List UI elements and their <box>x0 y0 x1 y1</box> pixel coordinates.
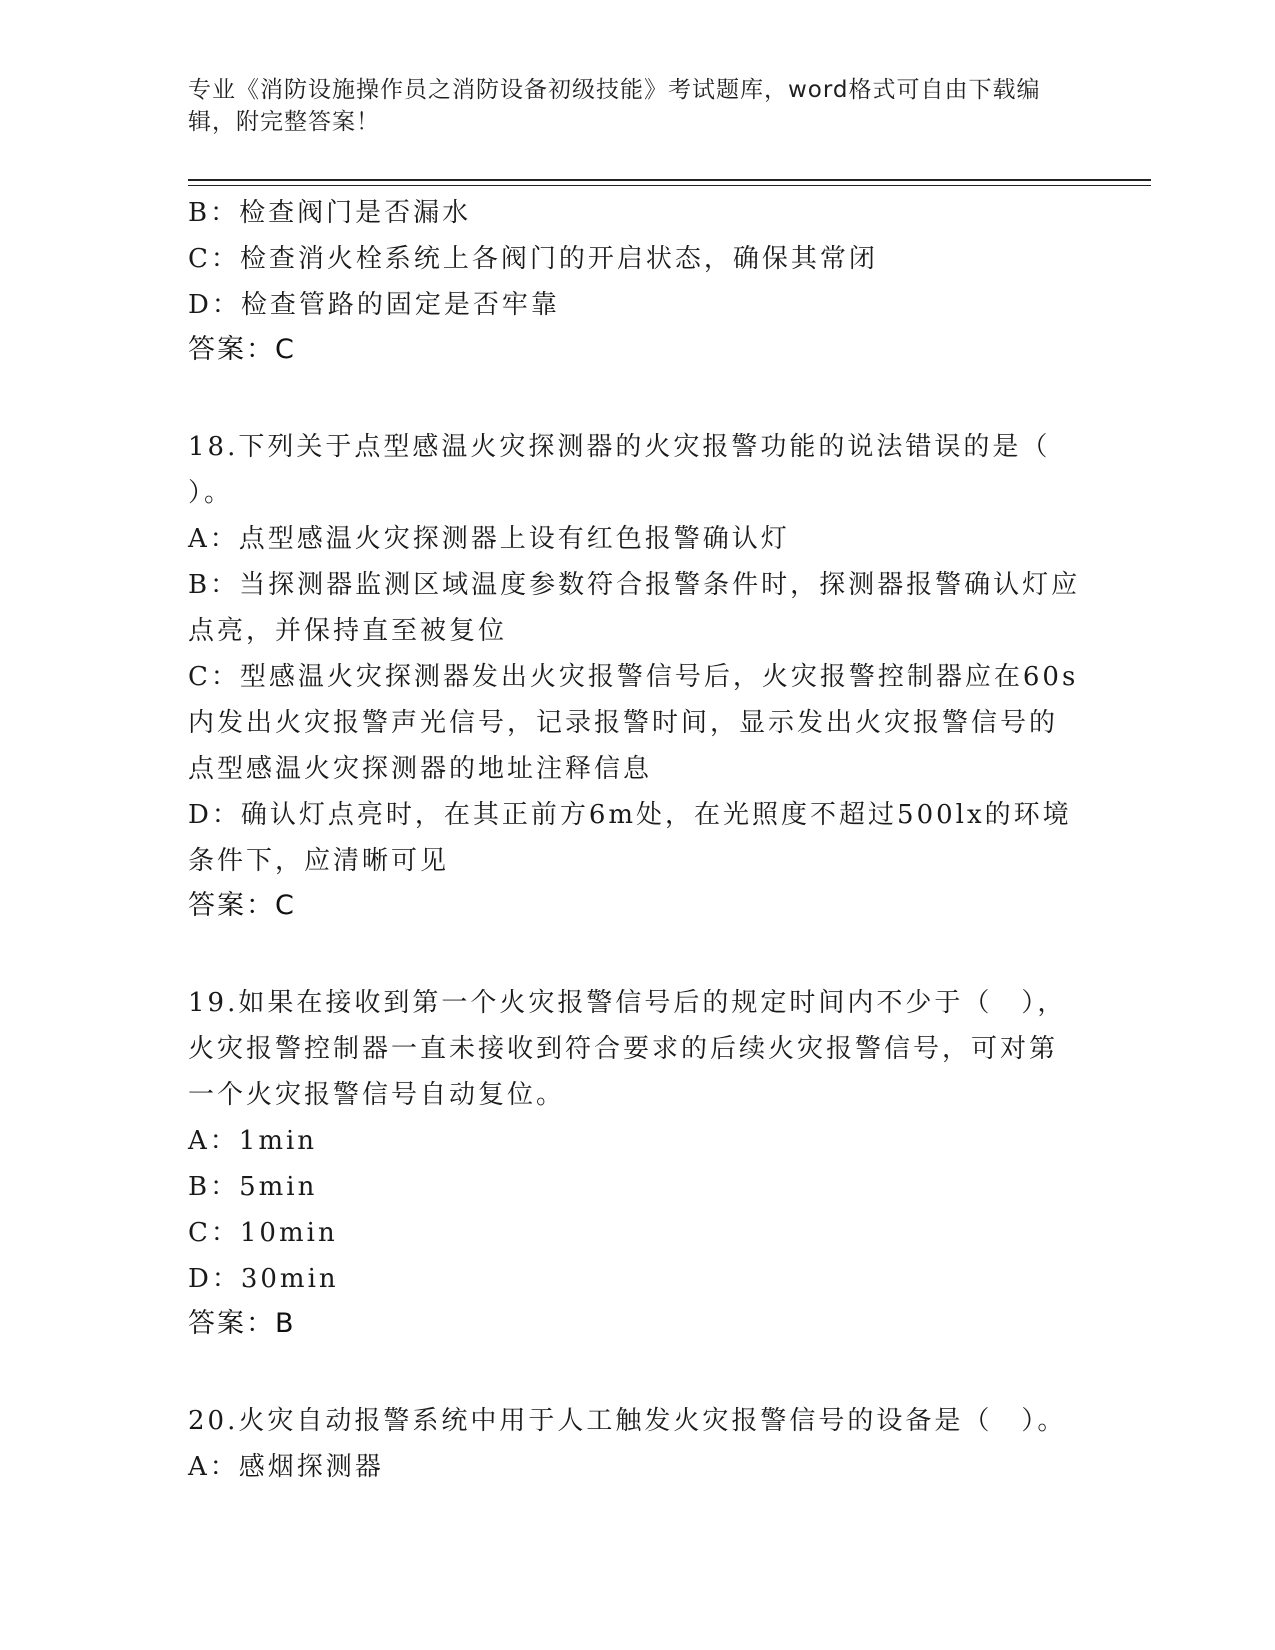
q18-option-c-line-3: 点型感温火灾探测器的地址注释信息 <box>188 754 653 784</box>
q17-option-c: C：检查消火栓系统上各阀门的开启状态，确保其常闭 <box>188 244 878 274</box>
q19-option-d: D：30min <box>188 1264 339 1294</box>
q17-option-d: D：检查管路的固定是否牢靠 <box>188 290 560 320</box>
q18-stem-line-1: 18.下列关于点型感温火灾探测器的火灾报警功能的说法错误的是（ <box>188 432 1051 462</box>
question-17-tail <box>188 190 1088 372</box>
header-line-2: 辑，附完整答案！ <box>188 109 380 135</box>
header-divider-thin <box>188 185 1151 186</box>
q18-option-b-line-2: 点亮，并保持直至被复位 <box>188 616 508 646</box>
q18-answer: 答案：C <box>188 890 296 921</box>
q19-option-a: A：1min <box>188 1126 318 1156</box>
q18-option-c-line-2: 内发出火灾报警声光信号，记录报警时间，显示发出火灾报警信号的 <box>188 708 1059 738</box>
q17-answer: 答案：C <box>188 334 296 365</box>
question-18 <box>188 424 1088 928</box>
q18-option-d-line-1: D：确认灯点亮时，在其正前方6m处，在光照度不超过500lx的环境 <box>188 800 1072 830</box>
header-line-1: 专业《消防设施操作员之消防设备初级技能》考试题库，word格式可自由下载编 <box>188 77 1041 103</box>
question-content <box>188 190 1088 1490</box>
q18-stem-line-2: ）。 <box>188 478 234 508</box>
q20-option-a: A：感烟探测器 <box>188 1452 384 1482</box>
q19-stem-line-2: 火灾报警控制器一直未接收到符合要求的后续火灾报警信号，可对第 <box>188 1034 1059 1064</box>
question-19 <box>188 980 1088 1346</box>
q17-option-b: B：检查阀门是否漏水 <box>188 198 472 228</box>
q19-option-c: C：10min <box>188 1218 338 1248</box>
page-header <box>188 74 1088 138</box>
question-20 <box>188 1398 1088 1490</box>
q19-stem-line-1: 19.如果在接收到第一个火灾报警信号后的规定时间内不少于（ ）， <box>188 988 1067 1018</box>
q18-option-d-line-2: 条件下，应清晰可见 <box>188 846 450 876</box>
q18-option-c-line-1: C：型感温火灾探测器发出火灾报警信号后，火灾报警控制器应在60s <box>188 662 1079 692</box>
q18-option-a: A：点型感温火灾探测器上设有红色报警确认灯 <box>188 524 790 554</box>
q18-option-b-line-1: B：当探测器监测区域温度参数符合报警条件时，探测器报警确认灯应 <box>188 570 1081 600</box>
q19-option-b: B：5min <box>188 1172 318 1202</box>
header-divider-thick <box>188 179 1151 181</box>
q19-stem-line-3: 一个火灾报警信号自动复位。 <box>188 1080 566 1110</box>
q19-answer: 答案：B <box>188 1308 296 1339</box>
q20-stem-line-1: 20.火灾自动报警系统中用于人工触发火灾报警信号的设备是（ ）。 <box>188 1406 1067 1436</box>
